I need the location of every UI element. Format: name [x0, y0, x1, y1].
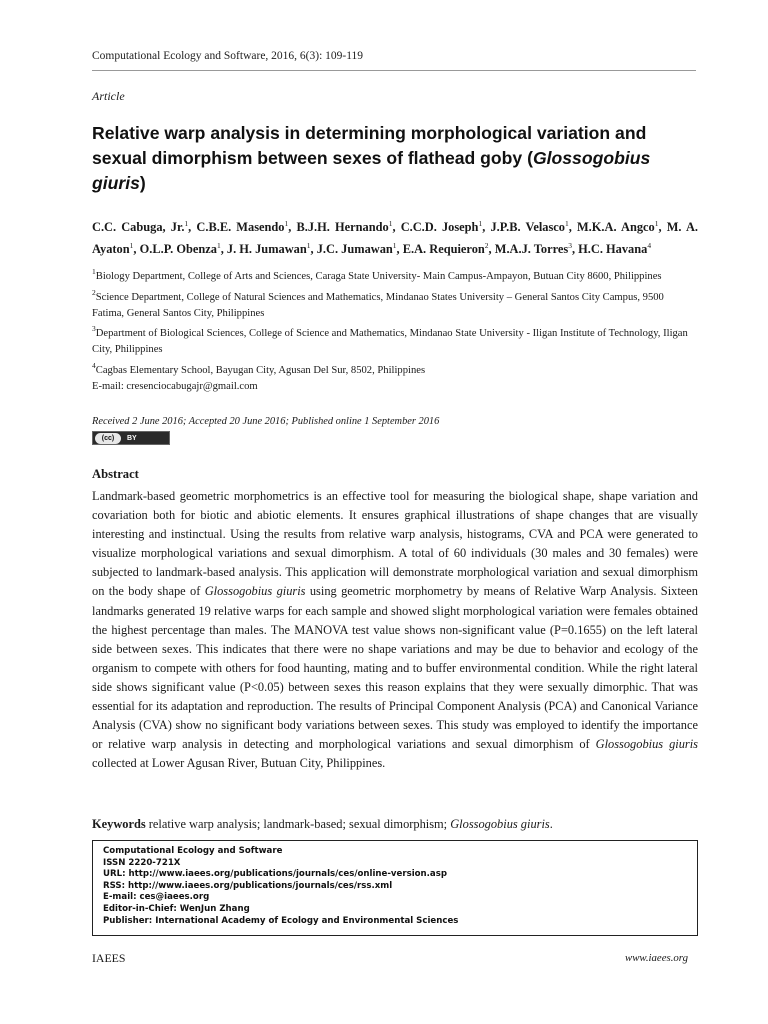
- author: C.C. Cabuga, Jr.$^1$,: [92, 219, 197, 234]
- author: M.A.J. Torres$^3$,: [494, 240, 579, 256]
- author: E.A. Requieron$^2$,: [402, 240, 495, 256]
- footer-website[interactable]: www.iaees.org: [625, 952, 688, 964]
- publication-dates: Received 2 June 2016; Accepted 20 June 2016; Published online 1 September 2016: [92, 416, 440, 427]
- author: H.C. Havana$^4$: [578, 240, 652, 256]
- keywords-label: Keywords: [92, 817, 146, 831]
- species-name: Glossogobius giuris: [595, 737, 698, 752]
- abstract-text: Landmark-based geometric morphometrics is an effective tool for measuring the biological shape, shape variation and covariation both for biotic and abiotic elements. It ensures graphical illustrations of shape changes that are visually interesting and instinctual. Using the results from relative warp analysis, histograms, CVA and PCA were generated to visualize morphological variations and sexual dimorphism. A total of 60 individuals (30 males and 30 females) were subjected to landmark-based analysis. This application will demonstrate morphological variation and sexual dimorphism on the body shape of Glossogobius giuris using geometric morphometry by means of Relative Warp Analysis. Sixteen landmarks generated 19 relative warps for each sample and showed slight morphological variation were females obtained the highest percentage than males. The MANOVA test value shows non-significant value (P=0.1655) on the left lateral side between sexes. This indicates that there were no shape variations and may be due to behavior and ecology of the organism to compete with others for food haunting, mating and to buffer environmental condition. While the right lateral side shows significant value (P<0.05) between sexes this reason explains that they were sexually dimorphic. That was essential for its adaptation and reproduction. The results of Principal Component Analysis (PCA) and Canonical Variance Analysis (CVA) show no significant body variations between sexes. This study was employed to identify the importance or relative warp analysis in detecting and morphological variations and sexual dimorphism of Glossogobius giuris collected at Lower Agusan River, Butuan City, Philippines.: [92, 489, 698, 771]
- affiliation: $^3$Department of Biological Sciences, College of Science and Mathematics, Mindanao State University - Iligan Institute of Technology, Iligan City, Philippines: [92, 324, 688, 356]
- footer-publisher: IAEES: [92, 951, 126, 965]
- title-text: Relative warp analysis in determining morphological variation and sexual dimorphism between sexes of flathead goby (: [92, 123, 647, 168]
- author: J.P.B. Velasco$^1$,: [490, 219, 577, 234]
- species-name: Glossogobius giuris: [204, 584, 306, 599]
- journal-publisher: Publisher: International Academy of Ecology and Environmental Sciences: [103, 915, 459, 926]
- title-close: ): [139, 173, 146, 193]
- abstract-heading: Abstract: [92, 467, 139, 481]
- article-title: [92, 121, 702, 196]
- keywords: Keywords relative warp analysis; landmark-based; sexual dimorphism; Glossogobius giuris.: [92, 817, 553, 831]
- running-header: Computational Ecology and Software, 2016, 6(3): 109-119: [92, 50, 364, 62]
- journal-editor: Editor-in-Chief: WenJun Zhang: [103, 903, 250, 914]
- affiliation: $^4$Cagbas Elementary School, Bayugan City, Agusan Del Sur, 8502, Philippines: [92, 360, 426, 376]
- header-divider: [92, 70, 696, 71]
- author: J. H. Jumawan$^1$,: [226, 240, 317, 256]
- journal-issn: ISSN 2220-721X: [103, 857, 181, 868]
- author: C.C.D. Joseph$^1$,: [400, 219, 491, 234]
- journal-info-box: [92, 840, 698, 936]
- cc-license-badge[interactable]: [92, 431, 170, 445]
- journal-email[interactable]: E-mail: ces@iaees.org: [103, 892, 210, 903]
- journal-url[interactable]: URL: http://www.iaees.org/publications/journals/ces/online-version.asp: [103, 869, 447, 880]
- title-species: Glossogobius giuris: [92, 148, 651, 193]
- cc-by-label: BY: [127, 434, 137, 442]
- journal-rss[interactable]: RSS: http://www.iaees.org/publications/journals/ces/rss.xml: [103, 880, 393, 891]
- author: J.C. Jumawan$^1$,: [316, 240, 403, 256]
- author: B.J.H. Hernando$^1$,: [296, 219, 401, 234]
- affiliation: $^2$Science Department, College of Natural Sciences and Mathematics, Mindanao States University – General Santos City Campus, 9500 Fatima, General Santos City, Philippines: [92, 287, 664, 319]
- corresponding-email[interactable]: E-mail: cresenciocabugajr@gmail.com: [92, 380, 258, 392]
- affiliation: $^1$Biology Department, College of Arts and Sciences, Caraga State University- Main Campus-Ampayon, Butuan City 8600, Philippines: [92, 267, 662, 282]
- author-list: [92, 215, 698, 258]
- author: M.K.A. Angco$^1$,: [576, 219, 667, 234]
- journal-name: Computational Ecology and Software: [103, 846, 283, 856]
- author: M. A. Ayaton$^1$,: [92, 220, 698, 256]
- article-type-label: Article: [92, 89, 125, 103]
- cc-icon: (cc): [95, 433, 121, 444]
- affiliation-list: [92, 264, 698, 395]
- author: C.B.E. Masendo$^1$,: [196, 219, 297, 234]
- author: O.L.P. Obenza$^1$,: [139, 240, 227, 256]
